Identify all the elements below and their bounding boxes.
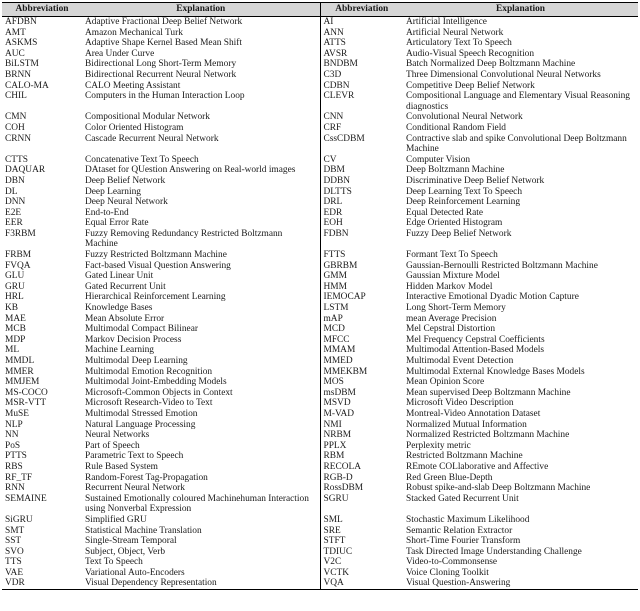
cell-explanation-right: Discriminative Deep Belief Network [406, 175, 545, 186]
cell-abbreviation-left: ML [5, 345, 20, 356]
cell-explanation-right: Mel Cepstral Distortion [406, 324, 496, 335]
cell-explanation-right: Video-to-Commonsense [406, 557, 498, 568]
cell-explanation-left: Area Under Curve [82, 49, 320, 60]
header-explanation-left: Explanation [82, 3, 320, 17]
cell-abbreviation-left: MSR-VTT [5, 398, 47, 409]
cell-abbreviation-right: DDBN [323, 175, 351, 186]
cell-explanation-left: Single-Stream Temporal [82, 536, 320, 547]
table-row [2, 49, 638, 60]
cell-abbreviation-right: MMEKBM [323, 366, 368, 377]
cell-explanation-right: Batch Normalized Deep Boltzmann Machine [406, 59, 576, 70]
cell-abbreviation-right: SRE [323, 525, 341, 536]
table-row [2, 578, 638, 589]
table-row [2, 17, 638, 28]
table-row [2, 229, 638, 250]
table-row [2, 473, 638, 484]
cell-abbreviation-left: MS-COCO [5, 387, 48, 398]
header-abbreviation-right: Abbreviation [320, 3, 403, 17]
cell-explanation-left: Bidirectional Long Short-Term Memory [82, 59, 320, 70]
table-row [2, 165, 638, 176]
table-row [2, 526, 638, 537]
cell-abbreviation-right: RGB-D [323, 472, 353, 483]
table-row [2, 176, 638, 187]
table-row [2, 314, 638, 325]
cell-abbreviation-left: MMJEM [5, 377, 40, 388]
cell-explanation-right: Deep Boltzmann Machine [406, 165, 505, 176]
cell-explanation-left: Markov Decision Process [82, 335, 320, 346]
table-row [2, 568, 638, 579]
header-explanation-right: Explanation [403, 3, 638, 17]
cell-abbreviation-left: CMN [5, 112, 27, 123]
cell-explanation-right: Restricted Boltzmann Machine [406, 451, 523, 462]
cell-explanation-right: Equal Detected Rate [406, 207, 484, 218]
table-row [2, 335, 638, 346]
cell-abbreviation-left: SVO [5, 546, 24, 557]
cell-explanation-right: Articulatory Text To Speech [406, 38, 512, 49]
cell-abbreviation-right: CNN [323, 112, 344, 123]
cell-abbreviation-left: E2E [5, 207, 22, 218]
table-row [2, 70, 638, 81]
cell-explanation-left: Fact-based Visual Question Answering [82, 261, 320, 272]
table-row [2, 197, 638, 208]
cell-abbreviation-right: BNDBM [323, 59, 358, 70]
cell-explanation-left: Visual Dependency Representation [82, 578, 320, 589]
cell-abbreviation-right: C3D [323, 69, 342, 80]
cell-abbreviation-right: MMED [323, 356, 353, 366]
table-row [2, 409, 638, 420]
cell-explanation-left: Fuzzy Removing Redundancy Restricted Boltzmann Machine [82, 229, 320, 250]
table-row [2, 28, 638, 39]
cell-abbreviation-left: SEMAINE [5, 493, 47, 504]
cell-explanation-left: Simplified GRU [82, 515, 320, 526]
cell-explanation-left: Multimodal Stressed Emotion [82, 409, 320, 420]
table-row [2, 367, 638, 378]
cell-explanation-left: Computers in the Human Interaction Loop [82, 91, 320, 112]
cell-explanation-right: Multimodal External Knowledge Bases Models [406, 366, 585, 377]
cell-explanation-left: Gated Linear Unit [82, 271, 320, 282]
cell-explanation-left: Microsoft Research-Video to Text [82, 398, 320, 409]
cell-explanation-right: mean Average Precision [406, 313, 497, 324]
cell-abbreviation-left: F3RBM [5, 228, 36, 239]
cell-abbreviation-left: MAE [5, 313, 26, 324]
cell-abbreviation-left: KB [5, 303, 19, 314]
cell-abbreviation-left: BiLSTM [5, 59, 39, 70]
cell-explanation-left: Hierarchical Reinforcement Learning [82, 292, 320, 303]
cell-explanation-left: Variational Auto-Encoders [82, 568, 320, 579]
table-row [2, 345, 638, 356]
cell-explanation-left: Neural Networks [82, 430, 320, 441]
cell-explanation-left: Recurrent Neural Network [82, 483, 320, 494]
table-row [2, 218, 638, 229]
cell-abbreviation-right: CLEVR [323, 91, 355, 102]
table-row [2, 91, 638, 112]
cell-explanation-left: Sustained Emotionally coloured Machinehuman Interaction using Nonverbal Expression [82, 494, 320, 515]
cell-abbreviation-right: AI [323, 17, 334, 27]
cell-explanation-left: Multimodal Emotion Recognition [82, 367, 320, 378]
cell-explanation-left: Multimodal Deep Learning [82, 356, 320, 367]
cell-explanation-left: Machine Learning [82, 345, 320, 356]
cell-explanation-right: REmote COLlaborative and Affective [406, 461, 549, 472]
table-row [2, 547, 638, 558]
cell-abbreviation-right: RBM [323, 451, 345, 462]
cell-abbreviation-left: DBN [5, 175, 25, 186]
cell-abbreviation-right: SML [323, 514, 343, 525]
cell-abbreviation-right: LSTM [323, 303, 349, 314]
cell-abbreviation-left: MCB [5, 324, 26, 335]
cell-abbreviation-right: MCD [323, 324, 345, 335]
cell-explanation-right: Normalized Mutual Information [406, 419, 527, 430]
cell-explanation-right: Mean Opinion Score [406, 377, 485, 388]
cell-explanation-left: CALO Meeting Assistant [82, 81, 320, 92]
cell-abbreviation-left: EER [5, 218, 23, 229]
cell-abbreviation-left: DL [5, 186, 18, 197]
cell-explanation-right: Stochastic Maximum Likelihood [406, 514, 530, 525]
table-row [2, 441, 638, 452]
cell-explanation-left: Microsoft-Common Objects in Context [82, 388, 320, 399]
cell-abbreviation-left: MMER [5, 366, 34, 377]
cell-explanation-left: Equal Error Rate [82, 218, 320, 229]
cell-explanation-left: Knowledge Bases [82, 303, 320, 314]
cell-abbreviation-right: HMM [323, 281, 347, 292]
cell-abbreviation-left: BRNN [5, 69, 32, 80]
cell-explanation-left: Deep Belief Network [82, 176, 320, 187]
cell-explanation-left: Amazon Mechanical Turk [82, 28, 320, 39]
cell-abbreviation-left: RNN [5, 483, 25, 494]
cell-explanation-left: Compositional Modular Network [82, 112, 320, 123]
abbreviations-table [2, 2, 638, 590]
cell-abbreviation-right: CV [323, 154, 337, 165]
cell-explanation-right: Mean supervised Deep Boltzmann Machine [406, 387, 571, 398]
cell-explanation-right: Robust spike-and-slab Deep Boltzmann Machine [406, 483, 591, 494]
cell-explanation-left: Random-Forest Tag-Propagation [82, 473, 320, 484]
table-row [2, 557, 638, 568]
cell-abbreviation-left: CHIL [5, 91, 27, 102]
cell-explanation-left: Natural Language Processing [82, 420, 320, 431]
table-row [2, 303, 638, 314]
cell-explanation-right: Voice Cloning Toolkit [406, 567, 489, 578]
cell-explanation-right: Three Dimensional Convolutional Neural Networks [406, 69, 601, 80]
table-row [2, 388, 638, 399]
cell-explanation-right: Hidden Markov Model [406, 281, 493, 292]
cell-explanation-right: Multimodal Attention-Based Models [406, 345, 545, 356]
cell-abbreviation-left: PoS [5, 440, 21, 451]
cell-abbreviation-right: CRF [323, 122, 342, 133]
cell-explanation-left: Mean Absolute Error [82, 314, 320, 325]
cell-abbreviation-left: ASKMS [5, 38, 38, 49]
cell-explanation-right: Long Short-Term Memory [406, 303, 506, 314]
cell-abbreviation-right: msDBM [323, 387, 356, 398]
cell-abbreviation-left: GRU [5, 281, 25, 292]
cell-explanation-right: Artificial Neural Network [406, 27, 504, 38]
cell-abbreviation-right: GMM [323, 271, 347, 282]
cell-abbreviation-left: AFDBN [5, 17, 37, 27]
table-row [2, 187, 638, 198]
cell-explanation-left: Deep Learning [82, 187, 320, 198]
cell-abbreviation-right: MOS [323, 377, 344, 388]
cell-explanation-right: Short-Time Fourier Transform [406, 536, 521, 547]
cell-abbreviation-left: VAE [5, 567, 24, 578]
cell-explanation-left: Part of Speech [82, 441, 320, 452]
cell-abbreviation-left: RF_TF [5, 472, 33, 483]
cell-abbreviation-right: GBRBM [323, 260, 358, 271]
cell-abbreviation-left: DAQUAR [5, 165, 46, 176]
cell-explanation-left: Concatenative Text To Speech [82, 155, 320, 166]
cell-explanation-left: Cascade Recurrent Neural Network [82, 134, 320, 155]
cell-abbreviation-left: TTS [5, 557, 22, 568]
table-row [2, 250, 638, 261]
cell-explanation-left: Adaptive Shape Kernel Based Mean Shift [82, 38, 320, 49]
table-row [2, 261, 638, 272]
cell-abbreviation-right: DBM [323, 165, 345, 176]
cell-abbreviation-right: M-VAD [323, 408, 355, 419]
cell-abbreviation-left: SST [5, 536, 22, 547]
cell-abbreviation-left: DNN [5, 197, 26, 208]
cell-abbreviation-left: NLP [5, 419, 23, 430]
cell-abbreviation-left: AUC [5, 48, 25, 59]
cell-abbreviation-left: FVQA [5, 260, 31, 271]
cell-abbreviation-right: RECOLA [323, 461, 361, 472]
cell-abbreviation-right: ATTS [323, 38, 346, 49]
cell-explanation-left: End-to-End [82, 208, 320, 219]
cell-explanation-left: Bidirectional Recurrent Neural Network [82, 70, 320, 81]
table-row [2, 462, 638, 473]
table-row [2, 451, 638, 462]
table-row [2, 420, 638, 431]
cell-abbreviation-right: EDR [323, 207, 343, 218]
cell-abbreviation-right: STFT [323, 536, 346, 547]
cell-explanation-right: Semantic Relation Extractor [406, 525, 513, 536]
cell-abbreviation-right: DRL [323, 197, 343, 208]
cell-explanation-right: Red Green Blue-Depth [406, 472, 493, 483]
table-row [2, 398, 638, 409]
cell-abbreviation-right: SGRU [323, 493, 349, 504]
cell-explanation-right: Fuzzy Deep Belief Network [406, 228, 512, 239]
cell-explanation-right: Visual Question-Answering [403, 578, 638, 589]
cell-explanation-left: Rule Based System [82, 462, 320, 473]
cell-abbreviation-right: CssCDBM [323, 133, 365, 144]
cell-abbreviation-left: MMDL [5, 356, 35, 366]
table-row [2, 155, 638, 166]
cell-explanation-left: Fuzzy Restricted Boltzmann Machine [82, 250, 320, 261]
cell-explanation-left: DAtaset for QUestion Answering on Real-world images [82, 165, 320, 176]
cell-explanation-left: Adaptive Fractional Deep Belief Network [82, 17, 320, 28]
cell-abbreviation-right: mAP [323, 313, 343, 324]
cell-abbreviation-left: NN [5, 430, 19, 441]
cell-abbreviation-right: TDIUC [323, 546, 353, 557]
cell-abbreviation-left: MDP [5, 334, 26, 345]
cell-explanation-right: Compositional Language and Elementary Visual Reasoning diagnostics [406, 91, 630, 112]
cell-explanation-left: Statistical Machine Translation [82, 526, 320, 537]
cell-explanation-right: Deep Reinforcement Learning [406, 197, 521, 208]
table-row [2, 536, 638, 547]
cell-explanation-right: Gaussian Mixture Model [406, 271, 500, 282]
table-row [2, 282, 638, 293]
cell-explanation-right: Multimodal Event Detection [406, 356, 514, 366]
table-body [2, 17, 638, 590]
cell-abbreviation-right: DLTTS [323, 186, 352, 197]
table-row [2, 112, 638, 123]
cell-explanation-right: Microsoft Video Description [406, 398, 514, 409]
cell-explanation-right: Conditional Random Field [406, 122, 506, 133]
cell-abbreviation-right: MFCC [323, 334, 350, 345]
cell-explanation-right: Montreal-Video Annotation Dataset [406, 408, 541, 419]
cell-abbreviation-left: HRL [5, 292, 24, 303]
cell-explanation-left: Multimodal Joint-Embedding Models [82, 377, 320, 388]
header-abbreviation-left: Abbreviation [2, 3, 82, 17]
cell-abbreviation-left: COH [5, 122, 25, 133]
cell-abbreviation-left: AMT [5, 27, 26, 38]
table-row [2, 494, 638, 515]
cell-abbreviation-right: VQA [320, 578, 403, 589]
table-row [2, 59, 638, 70]
cell-abbreviation-left: CTTS [5, 154, 28, 165]
cell-explanation-left: Text To Speech [82, 557, 320, 568]
cell-explanation-right: Formant Text To Speech [406, 250, 498, 261]
table-row [2, 292, 638, 303]
cell-explanation-left: Gated Recurrent Unit [82, 282, 320, 293]
table-row [2, 134, 638, 155]
cell-abbreviation-right: EOH [323, 218, 343, 229]
cell-abbreviation-right: RossDBM [323, 483, 364, 494]
cell-abbreviation-right: VCTK [323, 567, 350, 578]
cell-explanation-left: Color Oriented Histogram [82, 123, 320, 134]
table-row [2, 515, 638, 526]
table-row [2, 483, 638, 494]
cell-abbreviation-right: NMI [323, 419, 342, 430]
table-row [2, 377, 638, 388]
cell-explanation-right: Audio-Visual Speech Recognition [406, 48, 535, 59]
cell-abbreviation-left: RBS [5, 461, 23, 472]
cell-abbreviation-left: PTTS [5, 451, 27, 462]
cell-abbreviation-left: VDR [2, 578, 82, 589]
cell-abbreviation-right: FDBN [323, 228, 349, 239]
cell-explanation-left: Deep Neural Network [82, 197, 320, 208]
cell-abbreviation-right: V2C [323, 557, 342, 568]
table-row [2, 271, 638, 282]
table-row [2, 324, 638, 335]
table-row [2, 38, 638, 49]
cell-explanation-right: Competitive Deep Belief Network [406, 80, 535, 91]
cell-abbreviation-left: CRNN [5, 133, 32, 144]
cell-abbreviation-right: FTTS [323, 250, 346, 261]
cell-explanation-right: Deep Learning Text To Speech [406, 186, 523, 197]
cell-abbreviation-right: ANN [323, 27, 344, 38]
cell-explanation-right: Normalized Restricted Boltzmann Machine [406, 430, 570, 441]
cell-explanation-left: Subject, Object, Verb [82, 547, 320, 558]
cell-explanation-left: Multimodal Compact Bilinear [82, 324, 320, 335]
cell-abbreviation-right: AVSR [323, 48, 348, 59]
cell-abbreviation-right: PPLX [323, 440, 347, 451]
cell-abbreviation-right: NRBM [323, 430, 352, 441]
cell-explanation-right: Mel Frequency Cepstral Coefficients [406, 334, 545, 345]
cell-explanation-right: Contractive slab and spike Convolutional Deep Boltzmann Machine [406, 133, 627, 155]
cell-explanation-right: Interactive Emotional Dyadic Motion Capture [406, 292, 579, 303]
cell-explanation-right: Task Directed Image Understanding Challenge [406, 546, 582, 557]
cell-abbreviation-left: GLU [5, 271, 25, 282]
cell-explanation-right: Artificial Intelligence [406, 17, 487, 27]
cell-abbreviation-right: IEMOCAP [323, 292, 366, 303]
cell-abbreviation-left: SiGRU [5, 514, 33, 525]
cell-explanation-right: Computer Vision [406, 154, 471, 165]
cell-explanation-right: Edge Oriented Histogram [406, 218, 503, 229]
cell-abbreviation-left: MuSE [5, 408, 29, 419]
table-row [2, 81, 638, 92]
cell-explanation-left: Parametric Text to Speech [82, 451, 320, 462]
cell-abbreviation-right: MMAM [323, 345, 356, 356]
cell-abbreviation-left: CALO-MA [5, 80, 49, 91]
table-row [2, 208, 638, 219]
cell-explanation-right: Perplexity metric [406, 440, 471, 451]
table-row [2, 430, 638, 441]
cell-abbreviation-right: CDBN [323, 80, 350, 91]
cell-abbreviation-left: FRBM [5, 250, 32, 261]
cell-explanation-right: Gaussian-Bernoulli Restricted Boltzmann Machine [406, 260, 598, 271]
table-row [2, 123, 638, 134]
cell-abbreviation-right: MSVD [323, 398, 351, 409]
cell-explanation-right: Convolutional Neural Network [406, 112, 523, 123]
cell-explanation-right: Stacked Gated Recurrent Unit [406, 493, 519, 504]
table-row [2, 356, 638, 367]
header-row [2, 3, 638, 17]
cell-abbreviation-left: SMT [5, 525, 25, 536]
